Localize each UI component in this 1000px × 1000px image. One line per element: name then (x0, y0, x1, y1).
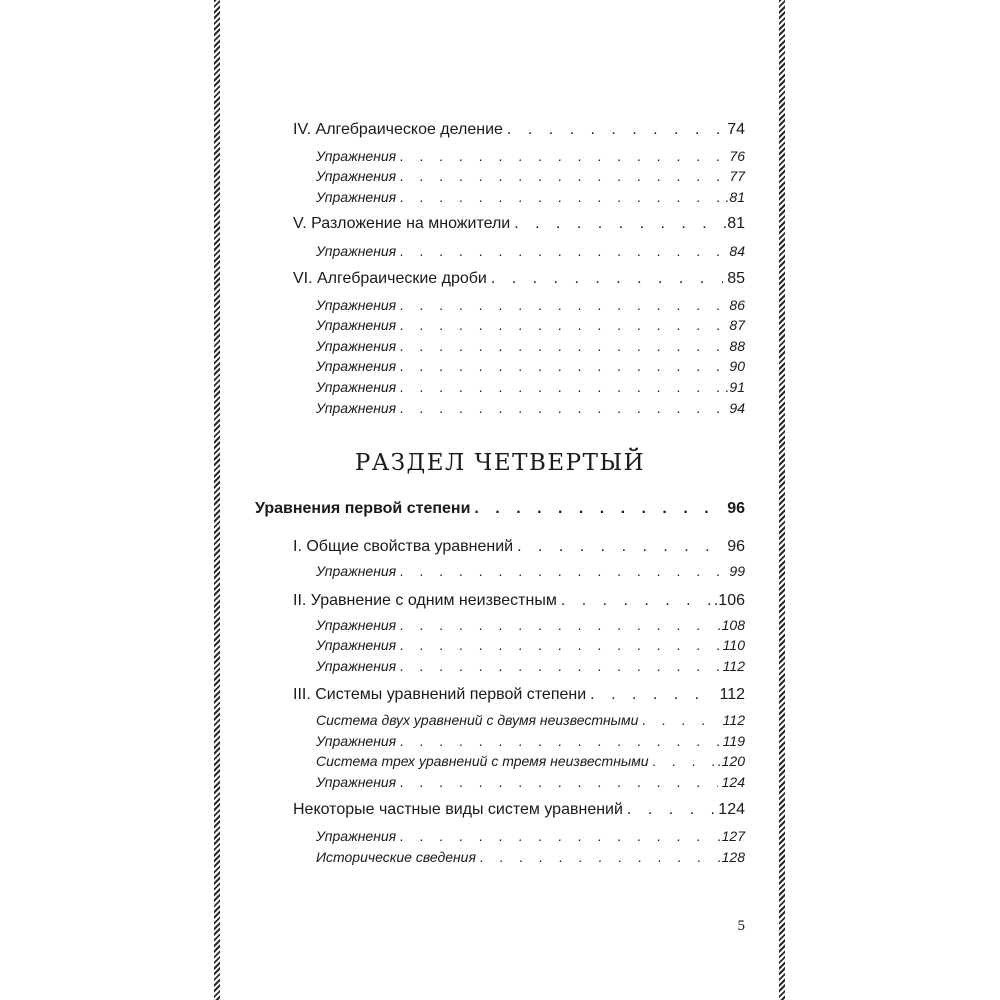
toc-subentry[interactable] (316, 187, 745, 207)
toc-entry-title: Упражнения (316, 338, 397, 354)
toc-entry-page: 110 (722, 637, 745, 653)
toc-entry-title: Упражнения (316, 317, 397, 333)
toc-entry-page: 77 (729, 168, 745, 184)
toc-entry-title: Некоторые частные виды систем уравнений (293, 801, 623, 818)
toc-subentry[interactable] (316, 295, 745, 315)
toc-entry-page: 112 (719, 686, 745, 703)
chapter-page: 96 (727, 500, 745, 517)
toc-subentry[interactable] (316, 146, 745, 166)
leader-dots (590, 685, 715, 705)
toc-entry-title: Упражнения (316, 658, 397, 674)
toc-entry-page: 87 (729, 317, 745, 333)
toc-entry-page: .128 (717, 849, 745, 865)
toc-subentry[interactable] (316, 336, 745, 356)
toc-subentry[interactable] (316, 356, 745, 376)
toc-subentry[interactable] (316, 166, 745, 186)
toc-entry-page: 76 (729, 148, 745, 164)
leader-dots (400, 241, 725, 261)
toc-entry[interactable] (293, 800, 745, 820)
toc-entry[interactable] (293, 591, 745, 611)
toc-entry-title: Исторические сведения (316, 849, 476, 865)
toc-subentry[interactable] (316, 315, 745, 335)
toc-entry-title: IV. Алгебраическое деление (293, 121, 503, 138)
toc-entry-page: 112 (722, 712, 745, 728)
toc-entry-page: 90 (729, 358, 745, 374)
leader-dots (653, 751, 714, 771)
toc-entry-page: 99 (729, 563, 745, 579)
leader-dots (514, 214, 719, 234)
toc-entry-page: 124 (721, 774, 745, 790)
toc-subentry[interactable] (316, 731, 745, 751)
toc-entry-title: Упражнения (316, 637, 397, 653)
toc-entry-page: .81 (722, 215, 745, 232)
chapter-title: Уравнения первой степени (255, 500, 471, 517)
toc-entry-title: Упражнения (316, 400, 397, 416)
toc-subentry[interactable] (316, 241, 745, 261)
toc-entry[interactable] (293, 685, 745, 705)
leader-dots (480, 847, 714, 867)
leader-dots (400, 731, 719, 751)
toc-entry-page: .127 (717, 828, 745, 844)
leader-dots (507, 120, 723, 140)
leader-dots (400, 656, 719, 676)
leader-dots (400, 315, 725, 335)
toc-entry-title: Упражнения (316, 148, 397, 164)
toc-entry-page: .108 (717, 617, 745, 633)
page-number: 5 (737, 918, 745, 934)
leader-dots (400, 772, 717, 792)
toc-entry-title: Упражнения (316, 168, 397, 184)
leader-dots (400, 561, 725, 581)
toc-entry-title: Система трех уравнений с тремя неизвестными (316, 753, 649, 769)
toc-entry-title: Упражнения (316, 358, 397, 374)
toc-entry[interactable] (293, 269, 745, 289)
toc-entry-page: 85 (727, 270, 745, 287)
toc-subentry[interactable] (316, 826, 745, 846)
toc-subentry[interactable] (316, 710, 745, 730)
leader-dots (400, 146, 725, 166)
leader-dots (400, 826, 714, 846)
leader-dots (627, 800, 714, 820)
leader-dots (400, 398, 725, 418)
toc-entry-page: 124 (718, 801, 745, 818)
toc-entry-page: 112 (722, 658, 745, 674)
leader-dots (400, 615, 714, 635)
toc-entry-page: 119 (722, 733, 745, 749)
toc-entry-page: 74 (727, 121, 745, 138)
toc-subentry[interactable] (316, 615, 745, 635)
toc-subentry[interactable] (316, 847, 745, 867)
leader-dots (474, 499, 723, 519)
leader-dots (400, 336, 725, 356)
toc-entry[interactable] (293, 120, 745, 140)
toc-entry[interactable] (293, 214, 745, 234)
toc-entry-title: Упражнения (316, 828, 397, 844)
toc-entry-title: III. Системы уравнений первой степени (293, 686, 587, 703)
toc-entry-page: 96 (727, 538, 745, 555)
toc-subentry[interactable] (316, 398, 745, 418)
toc-entry-page: .91 (725, 379, 745, 395)
leader-dots (400, 295, 725, 315)
toc-entry-title: Упражнения (316, 733, 397, 749)
toc-entry-page: 88 (729, 338, 745, 354)
toc-entry-title: Упражнения (316, 617, 397, 633)
toc-entry-page: 84 (729, 243, 745, 259)
leader-dots (491, 269, 723, 289)
leader-dots (561, 591, 710, 611)
leader-dots (400, 635, 719, 655)
leader-dots (642, 710, 718, 730)
toc-entry[interactable] (293, 537, 745, 557)
toc-entry-title: Система двух уравнений с двумя неизвестными (316, 712, 639, 728)
toc-subentry[interactable] (316, 377, 745, 397)
leader-dots (400, 166, 725, 186)
toc-entry-page: 86 (729, 297, 745, 313)
toc-entry-title: Упражнения (316, 774, 397, 790)
toc-entry-page: 94 (729, 400, 745, 416)
leader-dots (400, 356, 725, 376)
toc-entry-title: Упражнения (316, 379, 397, 395)
toc-entry-title: I. Общие свойства уравнений (293, 538, 514, 555)
toc-subentry[interactable] (316, 772, 745, 792)
toc-entry-page: .106 (713, 592, 745, 609)
toc-subentry[interactable] (316, 635, 745, 655)
toc-entry-page: .81 (725, 189, 745, 205)
toc-entry-page: .120 (717, 753, 745, 769)
toc-entry-title: Упражнения (316, 297, 397, 313)
toc-entry-title: Упражнения (316, 189, 397, 205)
chapter-entry[interactable] (255, 499, 745, 519)
toc-entry-title: VI. Алгебраические дроби (293, 270, 487, 287)
toc-subentry[interactable] (316, 751, 745, 771)
toc-subentry[interactable] (316, 656, 745, 676)
toc-subentry[interactable] (316, 561, 745, 581)
toc-entry-title: II. Уравнение с одним неизвестным (293, 592, 557, 609)
section-heading: РАЗДЕЛ ЧЕТВЕРТЫЙ (354, 450, 646, 476)
toc-entry-title: Упражнения (316, 243, 397, 259)
toc-entry-title: Упражнения (316, 563, 397, 579)
leader-dots (400, 187, 721, 207)
toc-entry-title: V. Разложение на множители (293, 215, 511, 232)
leader-dots (517, 537, 723, 557)
leader-dots (400, 377, 721, 397)
